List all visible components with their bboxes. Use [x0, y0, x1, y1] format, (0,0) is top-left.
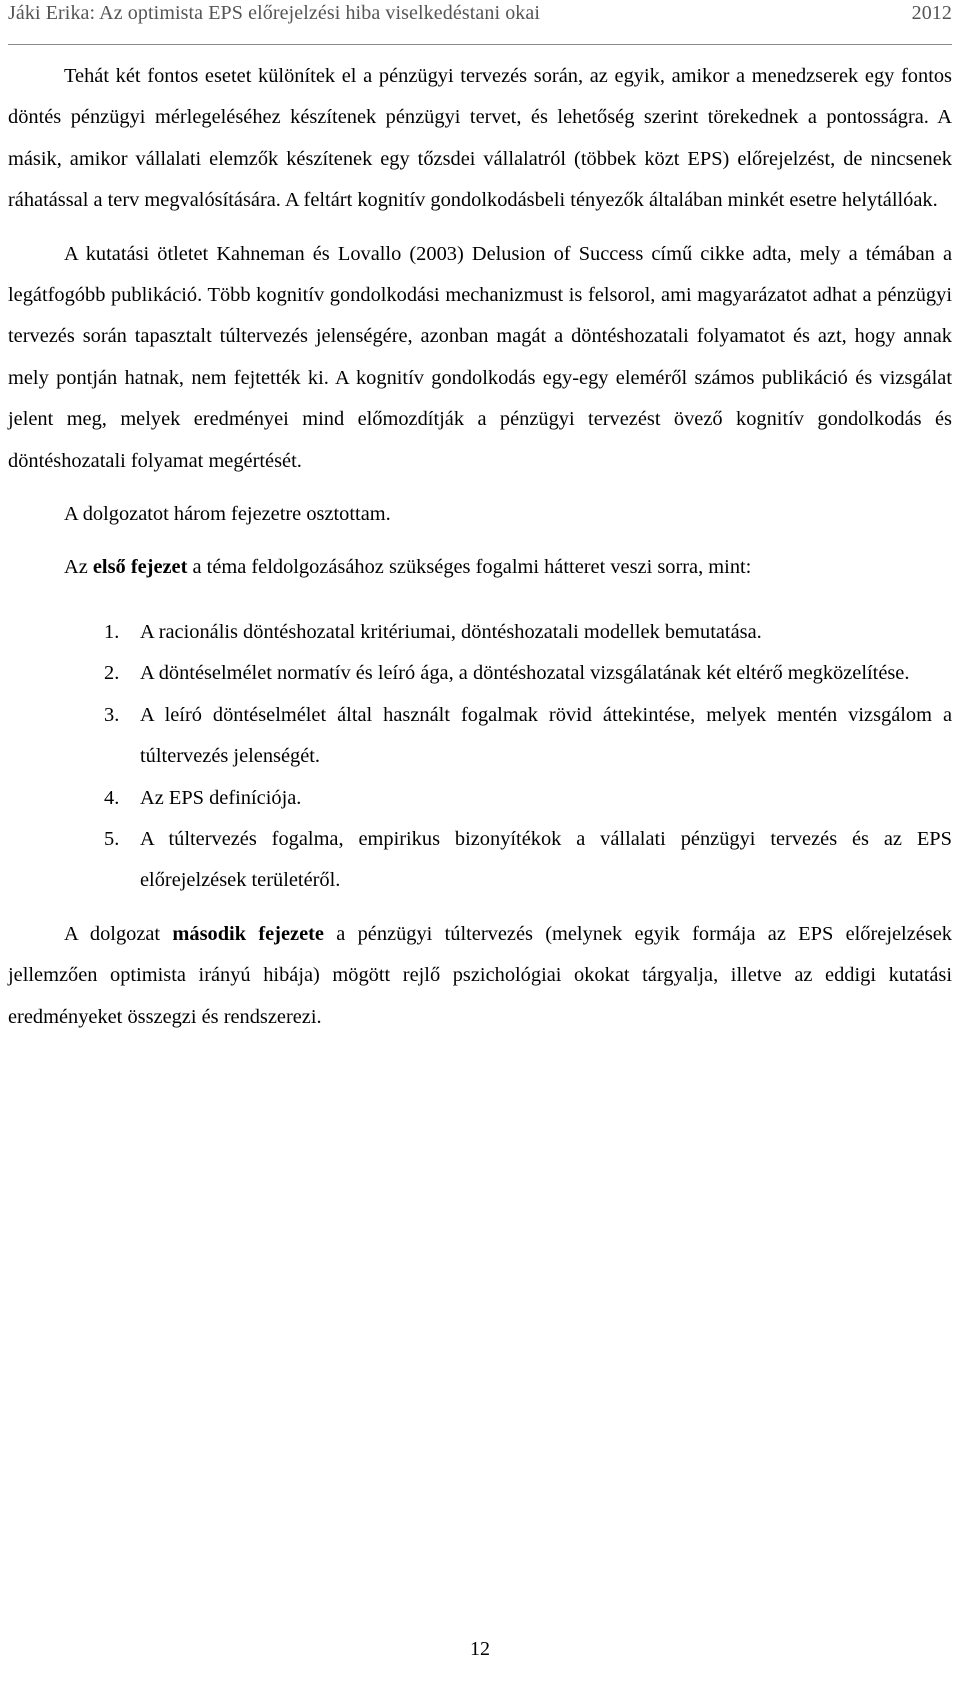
list-item-number: 3.: [104, 703, 120, 726]
list-item-number: 4.: [104, 786, 120, 809]
list-item-text: A leíró döntéselmélet által használt fogalmak rövid áttekintése, melyek mentén vizsgálom a túltervezés jelenségét.: [140, 703, 952, 768]
header-title: Jáki Erika: Az optimista EPS előrejelzési hiba viselkedéstani okai: [8, 2, 541, 24]
paragraph-3: A dolgozatot három fejezetre osztottam.: [64, 503, 391, 526]
list-item-text: Az EPS definíciója.: [140, 786, 302, 809]
paragraph-5-end: a pénzügyi túltervezés (melynek egyik formája az EPS előrejelzések jellemzően optimista irányú hibája) mögött rejlő pszichológiai okokat tárgyalja, illetve az eddigi kutatási eredményeket összegzi és rendszerezi.: [8, 922, 952, 1028]
paragraph-1: Tehát két fontos esetet különítek el a pénzügyi tervezés során, az egyik, amikor a menedzserek egy fontos döntés pénzügyi mérlegeléséhez készítenek pénzügyi tervet, és lehetőség szerint törekednek a pontosságra. A másik, amikor vállalati elemzők készítenek egy tőzsdei vállalatról (többek közt EPS) előrejelzést, de nincsenek ráhatással a terv megvalósítására. A feltárt kognitív gondolkodásbeli tényezők általában minkét esetre helytállóak.: [8, 65, 952, 212]
list-item: [104, 819, 952, 902]
paragraph-2: A kutatási ötletet Kahneman és Lovallo (2003) Delusion of Success című cikke adta, mely a témában a legátfogóbb publikáció. Több kognitív gondolkodási mechanizmust is felsorol, ami magyarázatot adhat a pénzügyi tervezés során tapasztalt túltervezés jelenségére, azonban magát a döntéshozatali folyamatot és azt, hogy annak mely pontján hatnak, nem fejtették ki. A kognitív gondolkodás egy-egy eleméről számos publikáció és vizsgálat jelent meg, melyek eredményei mind előmozdítják a pénzügyi tervezést övező kognitív gondolkodás és döntéshozatali folyamat megértését.: [8, 242, 952, 472]
document-body: [8, 56, 952, 1038]
page-number: 12: [470, 1638, 490, 1660]
paragraph-4-end: a téma feldolgozásához szükséges fogalmi hátteret veszi sorra, mint:: [187, 556, 752, 579]
list-item: [104, 653, 952, 694]
list-item-text: A túltervezés fogalma, empirikus bizonyítékok a vállalati pénzügyi tervezés és az EPS előrejelzések területéről.: [140, 827, 952, 892]
list-item-number: 1.: [104, 620, 120, 643]
paragraph-4-bold: első fejezet: [92, 556, 188, 579]
paragraph-5-bold: második fejezete: [172, 922, 324, 945]
list-item-number: 2.: [104, 662, 120, 685]
list-item: [104, 695, 952, 778]
list-item-number: 5.: [104, 827, 120, 850]
paragraph-5: [8, 914, 952, 1038]
page-header: [8, 0, 952, 45]
list-item: [104, 612, 952, 653]
paragraph-4-start: Az: [64, 556, 93, 579]
list-item-text: A racionális döntéshozatal kritériumai, döntéshozatali modellek bemutatása.: [140, 620, 762, 643]
paragraph-5-start: A dolgozat: [64, 922, 173, 945]
header-year: 2012: [911, 2, 952, 24]
paragraph-4: [8, 547, 952, 588]
chapter-one-list: [8, 612, 952, 902]
list-item: [104, 778, 952, 819]
list-item-text: A döntéselmélet normatív és leíró ága, a döntéshozatal vizsgálatának két eltérő megközelítése.: [140, 662, 910, 685]
